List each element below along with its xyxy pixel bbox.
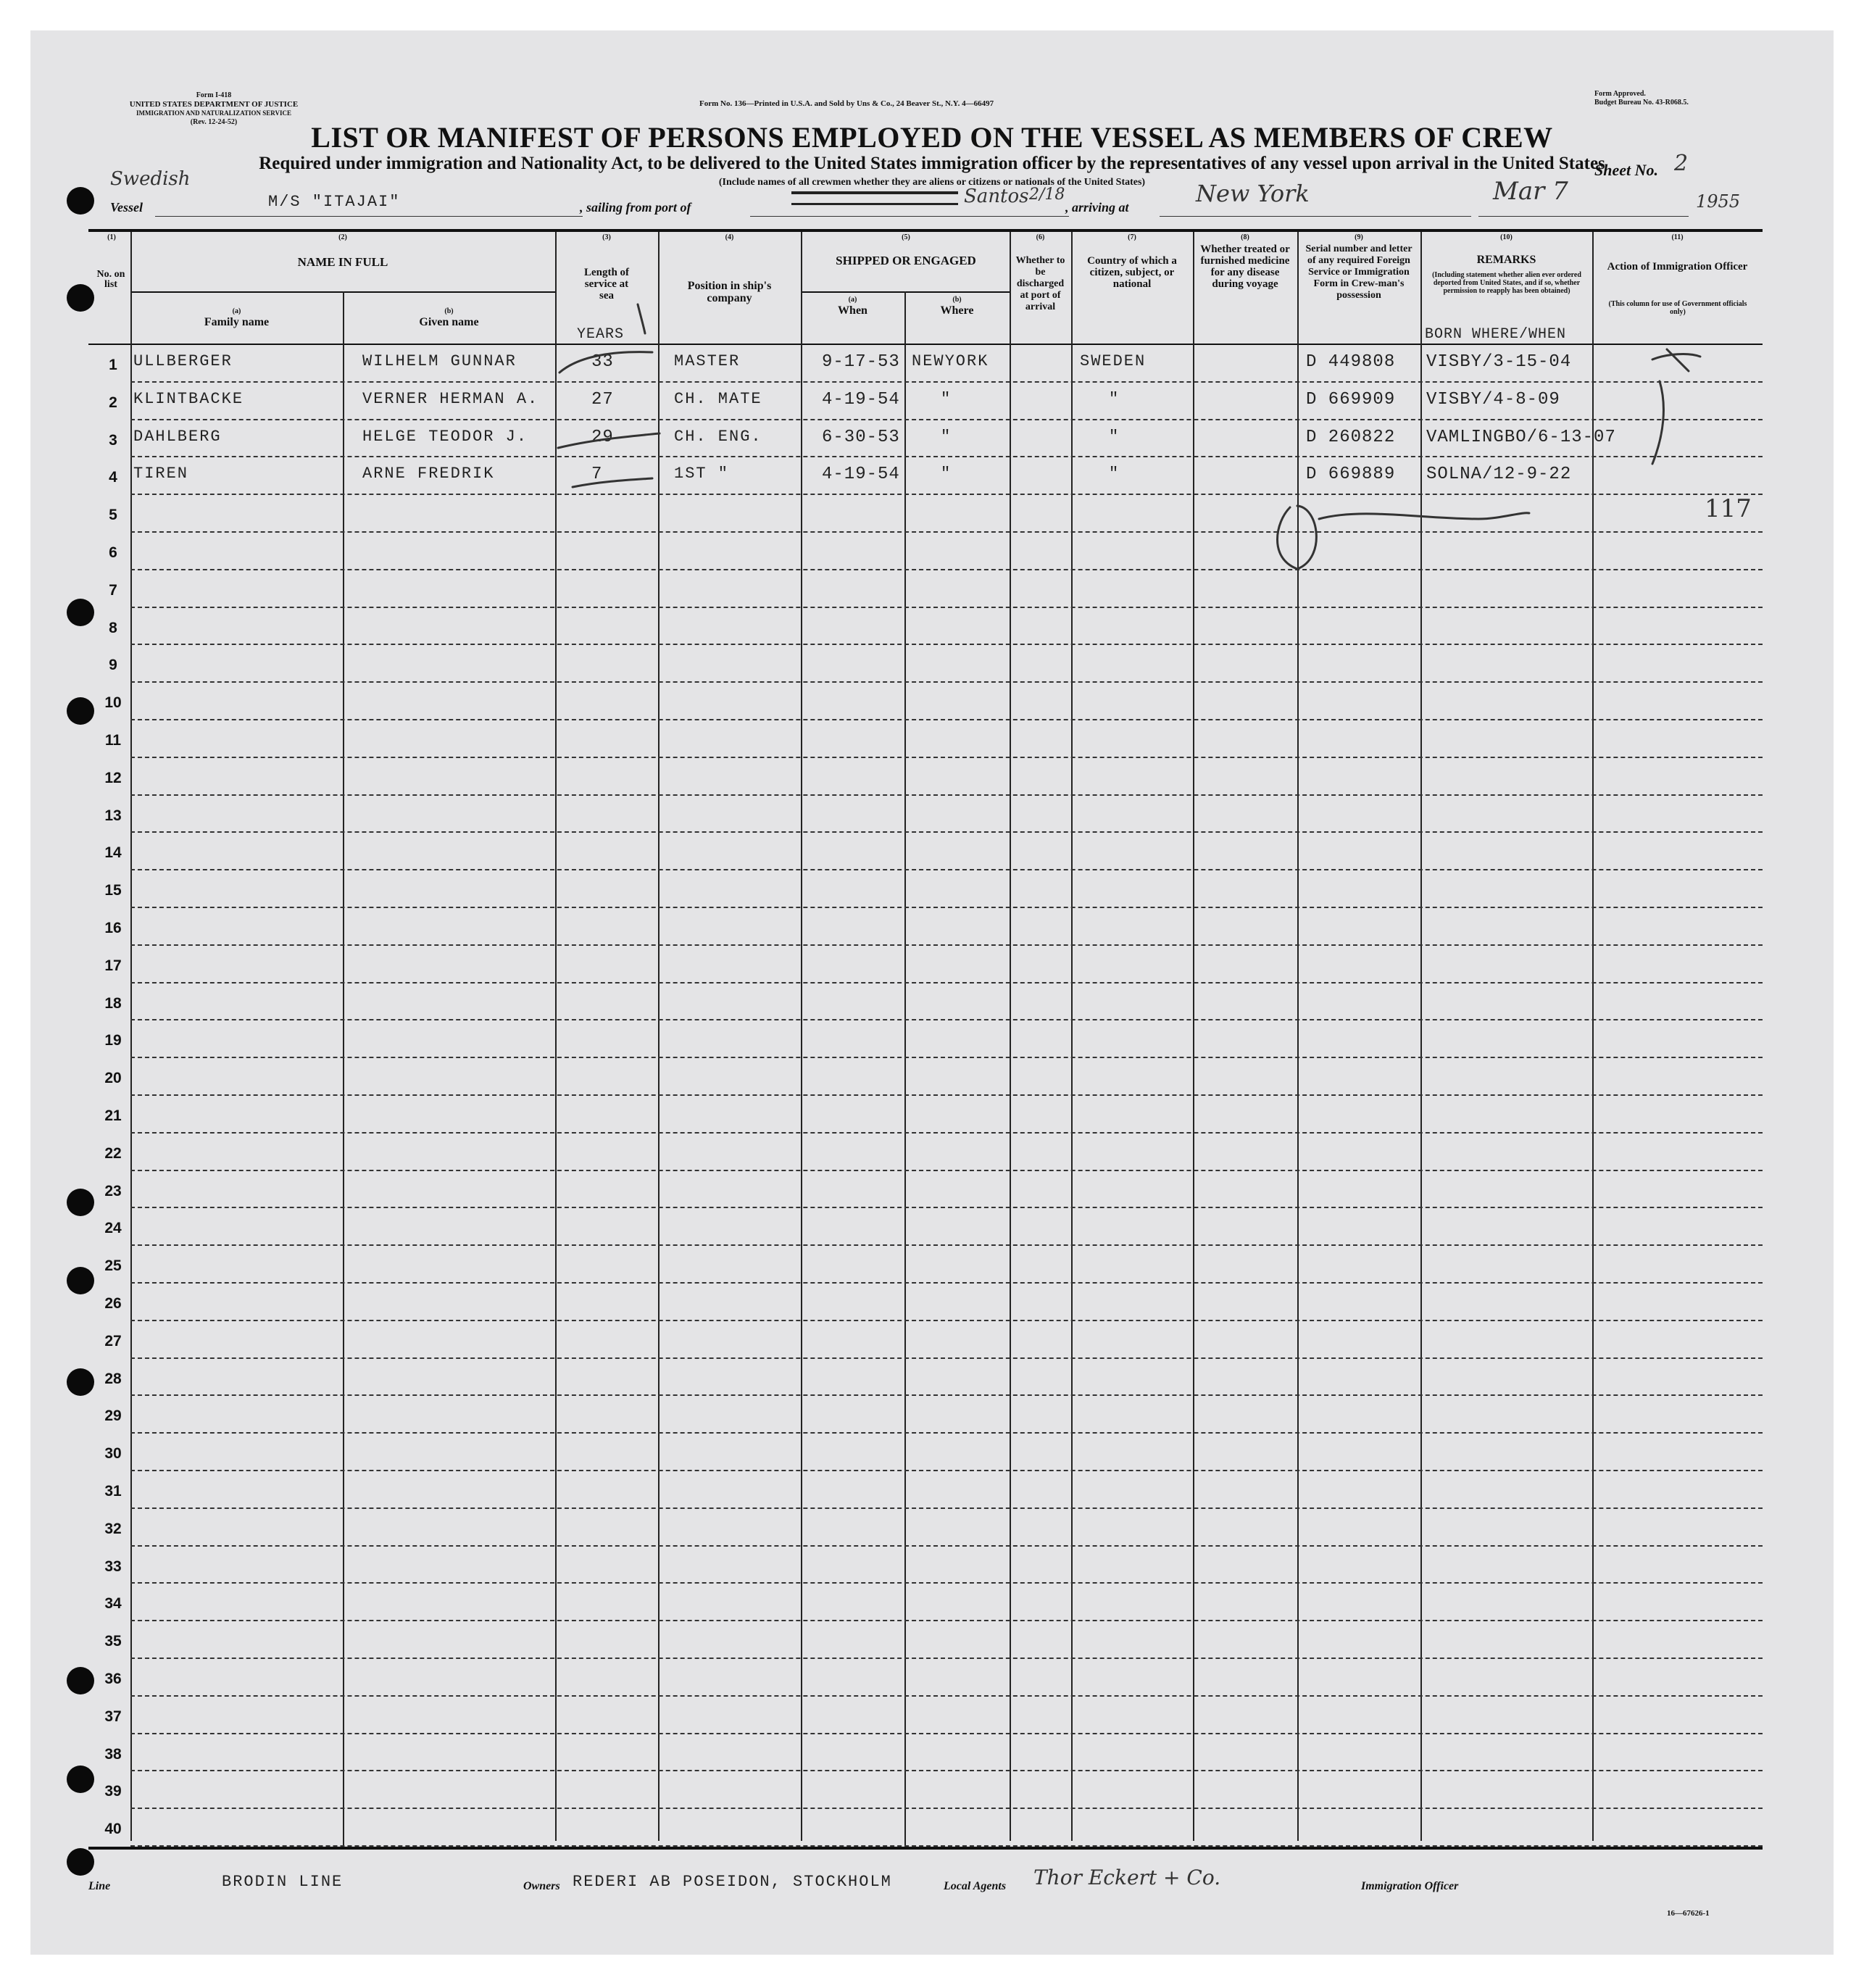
row-number: 23 (104, 1182, 122, 1199)
row-number: 3 (109, 431, 117, 449)
row-number: 24 (104, 1220, 122, 1237)
row-number: 1 (109, 357, 117, 373)
officer-initials (1652, 349, 1700, 371)
col1-number: (1) (107, 233, 116, 241)
form-number: Form I-418 (196, 91, 232, 99)
pencil-check (638, 304, 645, 333)
position-cell: CH. MATE (674, 389, 762, 408)
row-number: 22 (104, 1144, 122, 1162)
country-cell: " (1109, 427, 1120, 446)
row-number: 15 (104, 882, 122, 899)
col2-number: (2) (338, 233, 347, 241)
approval-note: Form Approved. (1594, 90, 1646, 98)
shipped-where-cell: " (941, 427, 952, 446)
row-number: 40 (104, 1821, 122, 1838)
row-number: 39 (104, 1783, 122, 1800)
col7-number: (7) (1128, 233, 1136, 241)
row-number: 31 (104, 1483, 122, 1500)
given-name-cell: HELGE TEODOR J. (362, 427, 528, 446)
row-number: 25 (104, 1257, 122, 1275)
row-number: 35 (104, 1633, 122, 1650)
country-cell: SWEDEN (1080, 352, 1147, 370)
printer-line: Form No. 136—Printed in U.S.A. and Sold by Uns & Co., 24 Beaver St., N.Y. 4—66497 (699, 99, 994, 108)
row-number: 2 (109, 394, 117, 411)
given-name-cell: ARNE FREDRIK (362, 465, 495, 483)
row-number: 29 (104, 1407, 122, 1425)
row-number: 13 (104, 807, 122, 824)
agency-service: IMMIGRATION AND NATURALIZATION SERVICE (136, 109, 291, 117)
officer-label: Immigration Officer (1361, 1880, 1459, 1892)
check-mark (573, 478, 652, 487)
arrival-date: Mar 7 (1493, 177, 1568, 206)
serial-number-cell: D 449808 (1306, 352, 1396, 372)
col5-header: SHIPPED OR ENGAGED (836, 254, 976, 267)
row-number: 9 (109, 657, 117, 674)
position-cell: CH. ENG. (674, 427, 762, 446)
service-length-cell: 27 (591, 389, 614, 409)
sheet-label: Sheet No. (1594, 161, 1658, 179)
born-subheading: BORN WHERE/WHEN (1425, 326, 1567, 343)
row-number: 12 (104, 769, 122, 786)
col10-note: (Including statement whether alien ever ordered deported from United States, and if so, whether permission to reapply has been obtained) (1432, 271, 1581, 295)
position-cell: 1ST " (674, 465, 730, 483)
family-name-cell: TIREN (133, 465, 189, 483)
serial-number-cell: D 260822 (1306, 427, 1396, 447)
row-number: 33 (104, 1557, 122, 1575)
col10-number: (10) (1500, 233, 1513, 241)
col11-header: Action of Immigration Officer (1607, 261, 1748, 273)
row-number: 21 (104, 1107, 122, 1124)
service-length-cell: 33 (591, 352, 614, 372)
country-cell: " (1109, 465, 1120, 483)
shipped-when-cell: 4-19-54 (822, 389, 900, 409)
col2a-number: (a) (232, 307, 241, 315)
col4-header: Position in ship's company (687, 280, 772, 304)
col8-number: (8) (1241, 233, 1249, 241)
agents-label: Local Agents (944, 1880, 1007, 1892)
form-title: LIST OR MANIFEST OF PERSONS EMPLOYED ON THE VESSEL AS MEMBERS OF CREW (311, 121, 1553, 154)
col9-number: (9) (1355, 233, 1363, 241)
row-number: 10 (104, 694, 122, 712)
budget-bureau-no: Budget Bureau No. 43-R068.5. (1594, 99, 1689, 107)
col5a-header: When (838, 304, 867, 317)
officer-count-note: 117 (1705, 494, 1752, 523)
family-name-cell: ULLBERGER (133, 352, 233, 370)
row-number: 19 (104, 1032, 122, 1049)
col4-number: (4) (725, 233, 734, 241)
col11-note: (This column for use of Government officials only) (1608, 300, 1747, 316)
shipped-when-cell: 6-30-53 (822, 427, 900, 447)
remarks-cell: SOLNA/12-9-22 (1426, 465, 1572, 485)
form-note: (Include names of all crewmen whether they are aliens or citizens or nationals of the United States) (718, 177, 1146, 188)
shipped-where-cell: " (941, 465, 952, 483)
row-number: 28 (104, 1370, 122, 1387)
row-number: 34 (104, 1595, 122, 1613)
vessel-nationality: Swedish (110, 168, 191, 190)
col3-number: (3) (602, 233, 611, 241)
line-name: BRODIN LINE (222, 1873, 344, 1891)
row-number: 14 (104, 844, 122, 862)
row-number: 26 (104, 1295, 122, 1312)
sailing-label: , sailing from port of (580, 200, 691, 215)
given-name-cell: WILHELM GUNNAR (362, 352, 517, 370)
owners-label: Owners (523, 1880, 560, 1892)
row-number: 16 (104, 920, 122, 936)
check-mark (558, 433, 660, 448)
col1-header: No. on list (96, 269, 125, 290)
position-cell: MASTER (674, 352, 741, 370)
col2a-header: Family name (204, 316, 270, 328)
form-revision: (Rev. 12-24-52) (190, 118, 238, 126)
serial-number-cell: D 669909 (1306, 389, 1396, 409)
arrival-year: 1955 (1696, 191, 1741, 212)
col5b-number: (b) (952, 296, 962, 304)
row-number: 4 (109, 469, 117, 486)
remarks-cell: VAMLINGBO/6-13-07 (1426, 427, 1616, 447)
family-name-cell: DAHLBERG (133, 427, 222, 446)
row-number: 30 (104, 1445, 122, 1463)
sailing-date: 2/18 (1029, 186, 1065, 204)
col6-header: Whether to be discharged at port of arrival (1015, 255, 1065, 312)
col10-header: REMARKS (1476, 254, 1536, 266)
col2-header: NAME IN FULL (297, 255, 388, 269)
col5-number: (5) (902, 233, 910, 241)
arriving-label: , arriving at (1065, 200, 1129, 215)
serial-number-cell: D 669889 (1306, 465, 1396, 485)
row-number: 36 (104, 1671, 122, 1687)
col2b-number: (b) (444, 307, 454, 315)
vessel-label: Vessel (110, 200, 143, 215)
form-code: 16—67626-1 (1667, 1909, 1710, 1918)
row-number: 17 (104, 957, 122, 974)
row-number: 20 (104, 1070, 122, 1087)
row-number: 6 (109, 544, 117, 561)
row-number: 32 (104, 1520, 122, 1537)
row-number: 11 (104, 732, 122, 749)
row-number: 38 (104, 1745, 122, 1763)
col9-header: Serial number and letter of any required Foreign Service or Immigration Form in Crew-man's possession (1305, 244, 1412, 301)
agents-name: Thor Eckert + Co. (1033, 1866, 1221, 1889)
family-name-cell: KLINTBACKE (133, 389, 244, 408)
check-mark (559, 352, 652, 373)
row-number: 27 (104, 1332, 122, 1349)
shipped-where-cell: NEWYORK (912, 352, 989, 370)
col2b-header: Given name (419, 316, 479, 328)
col8-header: Whether treated or furnished medicine for any disease during voyage (1200, 244, 1290, 290)
arriving-port: New York (1196, 180, 1310, 207)
service-length-cell: 29 (591, 427, 614, 447)
row-number: 8 (109, 619, 117, 636)
form-subtitle: Required under immigration and Nationality Act, to be delivered to the United States immigration officer by the representatives of any vessel upon arrival in the United States (259, 154, 1605, 173)
col6-number: (6) (1036, 233, 1045, 241)
shipped-when-cell: 4-19-54 (822, 465, 900, 485)
given-name-cell: VERNER HERMAN A. (362, 389, 539, 408)
country-cell: " (1109, 389, 1120, 408)
line-label: Line (88, 1880, 111, 1892)
bracket-mark (1652, 381, 1663, 464)
col11-number: (11) (1671, 233, 1684, 241)
remarks-cell: VISBY/3-15-04 (1426, 352, 1572, 372)
row-number: 5 (109, 507, 117, 524)
service-length-cell: 7 (591, 465, 603, 485)
row-number: 37 (104, 1708, 122, 1725)
shipped-where-cell: " (941, 389, 952, 408)
years-subheading: YEARS (577, 326, 625, 343)
vessel-name: M/S "ITAJAI" (268, 193, 401, 211)
col5a-number: (a) (848, 296, 857, 304)
shipped-when-cell: 9-17-53 (822, 352, 900, 372)
sheet-number: 2 (1674, 151, 1689, 176)
col5b-header: Where (940, 304, 974, 317)
row-number: 18 (104, 994, 122, 1012)
owners-name: REDERI AB POSEIDON, STOCKHOLM (573, 1873, 892, 1891)
col7-header: Country of which a citizen, subject, or national (1087, 255, 1177, 290)
row-number: 7 (109, 581, 117, 599)
agency-name: UNITED STATES DEPARTMENT OF JUSTICE (129, 100, 299, 109)
officer-signature (1278, 506, 1530, 569)
col3-header: Length of service at sea (583, 267, 630, 301)
remarks-cell: VISBY/4-8-09 (1426, 389, 1560, 409)
sailing-port: Santos (964, 186, 1029, 207)
